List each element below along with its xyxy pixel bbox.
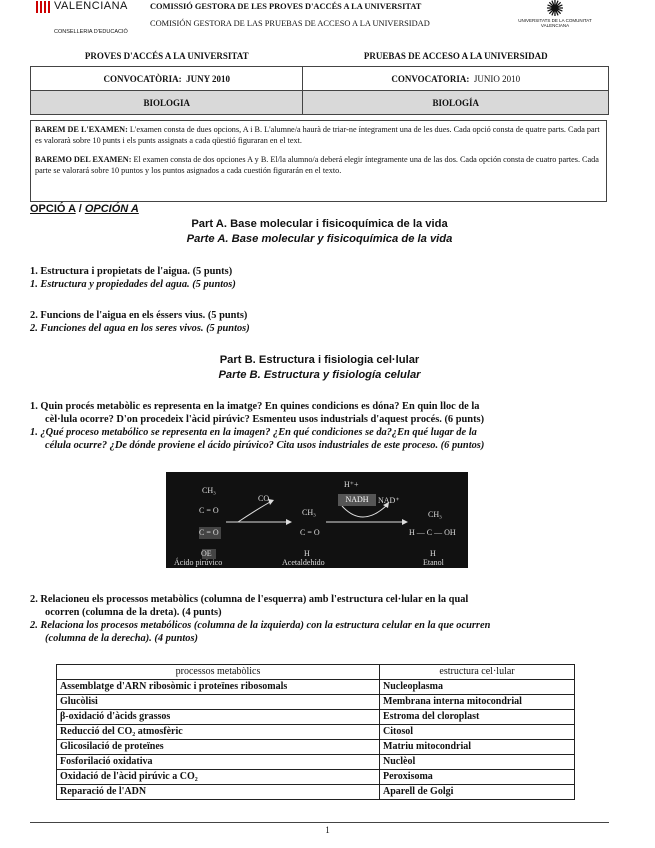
structure-cell: Nuclèol [380,755,575,770]
question-b2-es-l2: (columna de la derecha). (4 puntos) [45,633,198,644]
part-b-title-val: Part B. Estructura i fisiologia cel·lular [219,354,420,366]
question-b1 [30,400,615,452]
grading-val-text: L'examen consta de dues opcions, A i B. L'alumne/a haurà de triar-ne íntegrament una de les dues. Cada opció consta de quatre parts. Cada part es valorarà sobre 10 punts i els punts assignats a cada qüestió figuraran en el text. [35,125,600,145]
grading-val-label: BAREM DE L'EXAMEN: [35,125,128,134]
grading-es-label: BAREMO DEL EXAMEN: [35,155,132,164]
fig-nadh: NADH [338,494,376,506]
commission-val: COMISSIÓ GESTORA DE LES PROVES D'ACCÉS A LA UNIVERSITAT [150,2,422,11]
fig-h-plus: H⁺+ [344,480,359,489]
question-b1-es-l1: 1. ¿Qué proceso metabólico se representa en la imagen? ¿En qué condiciones se da?¿En qué lugar de la [30,427,477,438]
emblem-icon: ✺ [545,0,565,21]
structure-cell: Estroma del cloroplast [380,710,575,725]
fig-hcoh: H — C — OH [409,528,456,537]
structure-cell: Membrana interna mitocondrial [380,695,575,710]
header-processes: processos metabòlics [57,665,380,680]
fig-label-ethanol: Etanol [423,558,444,567]
table-row [57,770,575,785]
universities-logo [505,0,605,40]
fig-ch3-1: CH₃ [202,486,216,495]
question-b2-val-l1: 2. Relacioneu els processos metabòlics (columna de l'esquerra) amb l'estructura cel·lular en la qual [30,594,469,605]
fig-c-o-2: C = O [199,528,219,537]
grading-val [35,124,602,146]
conselleria-label: CONSELLERIA D'EDUCACIÓ [54,29,128,35]
option-val: OPCIÓ A [30,203,76,215]
table-row [57,785,575,800]
fig-c-o-1: C = O [199,506,219,515]
page-header [0,0,655,46]
option-heading [30,203,139,215]
fig-ch3-2: CH₃ [302,508,316,517]
shield-icon [36,1,50,13]
fermentation-figure [166,472,468,568]
question-b1-val-l1: 1. Quin procés metabòlic es representa en la imatge? En quines condicions es dóna? En quin lloc de la [30,401,480,412]
grading-es-text: El examen consta de dos opciones A y B. El/la alumno/a deberá elegir íntegramente una de las dos. Cada opción consta de cuatro partes. Cada parte se valorará sobre 10 puntos y los puntos asignados a cada cuestión figurarán en el texto. [35,155,599,175]
question-a1-val: 1. Estructura i propietats de l'aigua. (5 punts) [30,266,233,277]
conv-val-label: CONVOCATÒRIA: [103,73,182,84]
table-row [57,695,575,710]
page-number: 1 [325,825,330,835]
universities-logo-text: UNIVERSITATS DE LA COMUNITAT VALENCIANA [518,18,592,28]
process-cell: Reparació de l'ADN [57,785,380,800]
fig-label-pyruvic: Ácido pirúvico [174,558,223,567]
question-a2-val: 2. Funcions de l'aigua en els éssers vius. (5 punts) [30,310,248,321]
process-cell: Assemblatge d'ARN ribosòmic i proteïnes ribosomals [57,680,380,695]
option-es: OPCIÓN A [84,203,139,215]
conv-es-label: CONVOCATORIA: [391,73,470,84]
table-row [57,725,575,740]
process-cell: β-oxidació d'àcids grassos [57,710,380,725]
table-row [57,710,575,725]
question-b1-val-l2: cèl·lula ocorre? D'on procedeix l'àcid pirúvic? Esmenteu usos industrials d'aquest procés. (6 punts) [45,414,485,425]
conv-val-value: JUNY 2010 [186,73,231,84]
part-b-title-es: Parte B. Estructura y fisiología celular [218,369,421,381]
question-a2 [30,309,615,335]
footer-rule [30,822,609,823]
process-cell: Oxidació de l'àcid pirúvic a CO₂ [57,770,380,785]
table-row [57,755,575,770]
option-sep: / [75,203,85,215]
exam-meta-table [30,46,609,115]
conv-es-value: JUNIO 2010 [473,73,521,84]
conv-es [303,67,609,91]
table-row [57,680,575,695]
title-es: PRUEBAS DE ACCESO A LA UNIVERSIDAD [363,51,548,61]
part-a-title-val: Part A. Base molecular i fisicoquímica de la vida [191,218,448,230]
question-a1 [30,265,615,291]
table-row [57,740,575,755]
grading-es [35,154,602,176]
structure-cell: Aparell de Golgi [380,785,575,800]
structure-cell: Peroxisoma [380,770,575,785]
fig-c-o-3: C = O [300,528,320,537]
subject-val: BIOLOGIA [31,91,303,115]
part-a-title-es: Parte A. Base molecular y fisicoquímica de la vida [186,233,453,245]
fig-nad: NAD⁺ [378,496,400,505]
matching-table [56,664,575,800]
fig-ch3-3: CH₃ [428,510,442,519]
grading-box [30,120,607,202]
question-a1-es: 1. Estructura y propiedades del agua. (5 puntos) [30,279,236,290]
question-b2-val-l2: ocorren (columna de la dreta). (4 punts) [45,607,222,618]
question-b1-es-l2: célula ocurre? ¿De dónde proviene el ácido pirúvico? Cita usos industriales de este proceso. (6 puntos) [45,440,485,451]
process-cell: Glucòlisi [57,695,380,710]
process-cell: Reducció del CO₂ atmosfèric [57,725,380,740]
structure-cell: Matriu mitocondrial [380,740,575,755]
logo-name: VALENCIANA [54,0,128,12]
question-b2 [30,593,615,645]
process-cell: Fosforilació oxidativa [57,755,380,770]
fig-co2: CO₂ [258,494,272,503]
structure-cell: Citosol [380,725,575,740]
header-structure: estructura cel·lular [380,665,575,680]
commission-es: COMISIÓN GESTORA DE LAS PRUEBAS DE ACCESO A LA UNIVERSIDAD [150,19,430,28]
fig-h-2: H [430,549,436,558]
fig-oe: OE [201,549,212,558]
question-a2-es: 2. Funciones del agua en los seres vivos. (5 puntos) [30,323,250,334]
subject-es: BIOLOGÍA [303,91,609,115]
conv-val [31,67,303,91]
title-val: PROVES D'ACCÉS A LA UNIVERSITAT [84,51,249,61]
process-cell: Glicosilació de proteïnes [57,740,380,755]
fig-label-acetaldehyde: Acetaldehído [282,558,325,567]
generalitat-logo [32,0,132,40]
matching-table-header [57,665,575,680]
question-b2-es-l1: 2. Relaciona los procesos metabólicos (columna de la izquierda) con la estructura celular en la que ocurren [30,620,491,631]
structure-cell: Nucleoplasma [380,680,575,695]
fig-h-1: H [304,549,310,558]
